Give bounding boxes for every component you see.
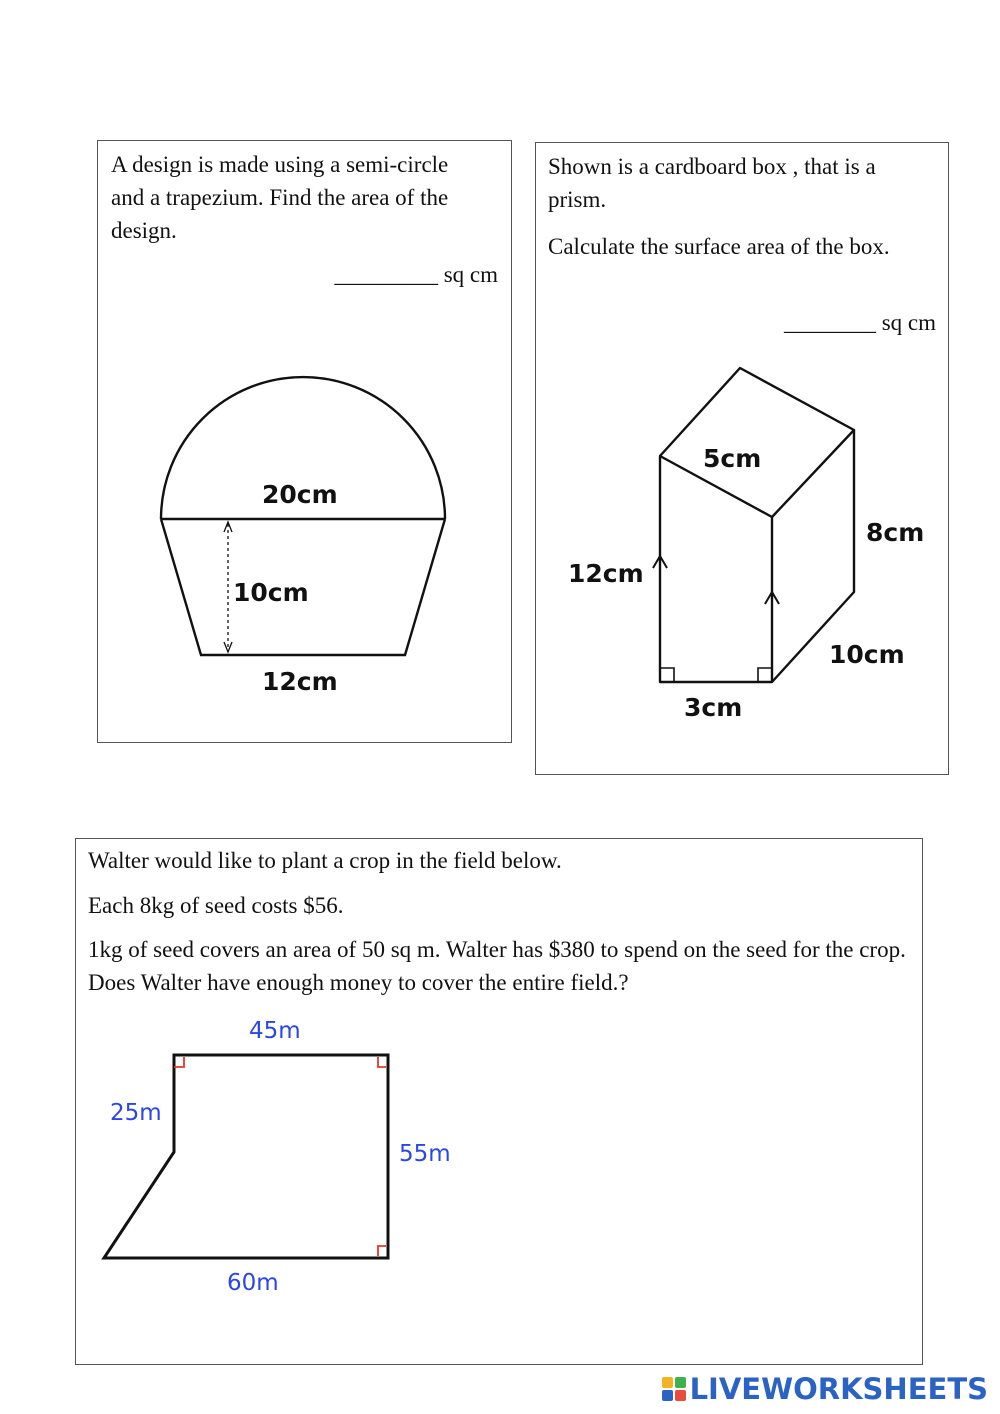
- liveworksheets-logo-icon: [662, 1377, 686, 1401]
- liveworksheets-logo: [662, 1372, 988, 1406]
- label-right: 55m: [399, 1141, 451, 1167]
- problem-1-answer-blank: _________ sq cm: [334, 262, 498, 287]
- label-depth: 10cm: [829, 640, 905, 669]
- logo-square-3: [662, 1390, 673, 1401]
- logo-square-1: [662, 1377, 673, 1388]
- label-height: 10cm: [233, 578, 309, 607]
- problem-2-answer-blank: ________ sq cm: [783, 310, 936, 335]
- label-base: 12cm: [262, 667, 338, 696]
- label-height: 12cm: [568, 559, 644, 588]
- label-bottom: 60m: [227, 1270, 279, 1296]
- problem-3-line-3: 1kg of seed covers an area of 50 sq m. Walter has $380 to spend on the seed for the crop. Does Walter have enough money to cover the entire field.?: [88, 937, 906, 995]
- label-diameter: 20cm: [262, 480, 338, 509]
- right-angle-top-right: [378, 1057, 386, 1067]
- liveworksheets-logo-text: LIVEWORKSHEETS: [689, 1372, 988, 1406]
- logo-square-2: [675, 1377, 686, 1388]
- logo-square-4: [675, 1390, 686, 1401]
- problem-3-line-1: Walter would like to plant a crop in the field below.: [88, 848, 562, 873]
- label-top: 45m: [249, 1018, 301, 1044]
- label-side-right: 8cm: [866, 518, 925, 547]
- label-top-edge: 5cm: [703, 444, 762, 473]
- right-angle-bottom-right: [378, 1246, 386, 1256]
- problem-2-text-1: Shown is a cardboard box , that is a prism.: [548, 154, 876, 212]
- field-outline: [104, 1055, 388, 1258]
- problem-3-line-2: Each 8kg of seed costs $56.: [88, 893, 344, 918]
- label-left: 25m: [110, 1100, 162, 1126]
- label-base: 3cm: [684, 693, 743, 722]
- problem-2-text-2: Calculate the surface area of the box.: [548, 234, 890, 259]
- problem-1-text: A design is made using a semi-circle and a trapezium. Find the area of the design.: [111, 152, 449, 243]
